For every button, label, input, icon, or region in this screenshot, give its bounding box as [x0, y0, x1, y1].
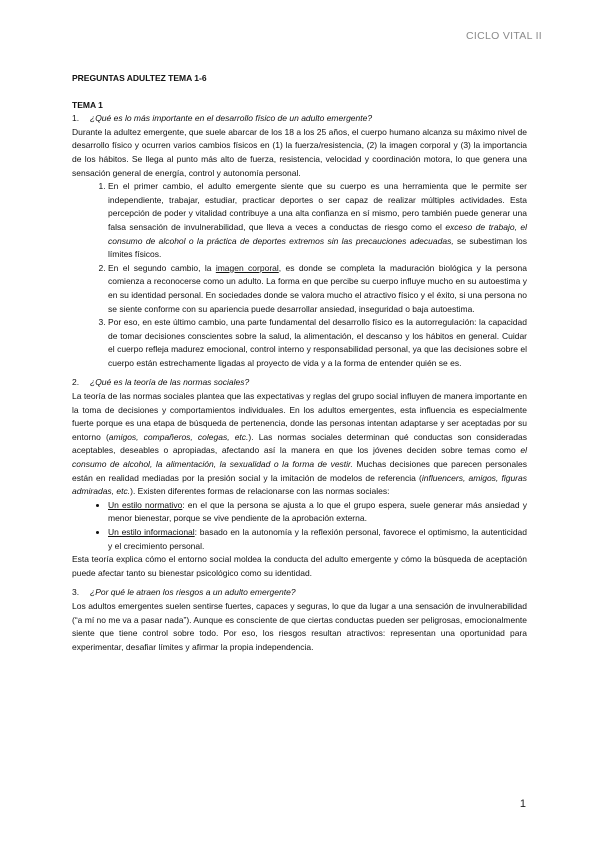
running-header: CICLO VITAL II — [466, 30, 542, 42]
section-heading: TEMA 1 — [72, 99, 103, 110]
document-body — [72, 72, 527, 654]
page-number: 1 — [519, 798, 526, 810]
question-text: ¿Qué es lo más importante en el desarrollo físico de un adulto emergente? — [90, 113, 373, 124]
bullet-list — [72, 499, 527, 553]
question-1 — [72, 112, 527, 126]
list-item: • Un estilo normativo: en el que la persona se ajusta a lo que el grupo espera, suele generar más ansiedad y menor bienestar, porque se vive pendiente de la aprobación externa. — [108, 499, 527, 526]
question-text: ¿Qué es la teoría de las normas sociales? — [90, 377, 250, 388]
paragraph-4: Los adultos emergentes suelen sentirse fuertes, capaces y seguras, lo que da lugar a una sensación de invulnerabilidad (“a mí no me va a pasar nada”). Aunque es consciente de que ciertas conductas pueden ser peligrosas, emocionalmente siente que tiene control sobre todo. Por eso, los riesgos resultan atractivos: representan una oportunidad para experimentar, desafiar límites y afirmar la propia independencia. — [72, 600, 528, 652]
list-item: • Un estilo informacional: basado en la autonomía y la reflexión personal, favorece el optimismo, la autenticidad y el crecimiento personal. — [108, 526, 527, 553]
question-3 — [72, 586, 527, 600]
question-2 — [72, 376, 527, 390]
list-item: 3. Por eso, en este último cambio, una parte fundamental del desarrollo físico es la autorregulación: la capacidad de tomar decisiones conscientes sobre la salud, la alimentación, el descanso y los hábitos en general. Cuidar el cuerpo refleja madurez emocional, control interno y responsabilidad personal, ya que las decisiones sobre el cuerpo están estrechamente ligadas al proyecto de vida y a la forma de entender quién se es. — [108, 316, 527, 370]
question-text: ¿Por qué le atraen los riesgos a un adulto emergente? — [90, 587, 296, 598]
question-number: 1. — [72, 113, 80, 124]
paragraph-2: La teoría de las normas sociales plantea que las expectativas y reglas del grupo social influyen de manera importante en la toma de decisiones y comportamientos individuales. En los adultos emergentes, esta influencia es especialmente fuerte porque es una etapa de búsqueda de pertenencia, donde las personas intentan adaptarse y ser aceptadas por su entorno (amigos, compañeros, colegas, etc.). Las normas sociales determinan qué conductas son consideradas aceptables, deseables o apropiadas, afectando así la manera en que los jóvenes deciden sobre temas como el consumo de alcohol, la alimentación, la sexualidad o la forma de vestir. Muchas decisiones que parecen personales están en realidad mediadas por la presión social y la imitación de modelos de referencia (influencers, amigos, figuras admiradas, etc.). Existen diferentes formas de relacionarse con las normas sociales: — [72, 391, 528, 497]
numbered-list — [72, 180, 527, 370]
question-number: 3. — [72, 587, 80, 598]
list-item: 2. En el segundo cambio, la imagen corporal, es donde se completa la maduración biológica y la persona comienza a reconocerse como un adulto. La forma en que percibe su cuerpo influye mucho en su autoestima y en su identidad personal. En sociedades donde se valora mucho el atractivo físico y el éxito, si una persona no se siente conforme con su apariencia puede desarrollar ansiedad, inseguridad o baja autoestima. — [108, 262, 527, 316]
question-number: 2. — [72, 377, 80, 388]
list-item: 1. En el primer cambio, el adulto emergente siente que su cuerpo es una herramienta que le permite ser independiente, trabajar, estudiar, practicar deportes o ser capaz de realizar múltiples actividades. Esta percepción de poder y vitalidad contribuye a una alta confianza en sí mismo, pero también puede generar una falsa sensación de invulnerabilidad, que lleva a veces a conductas de riesgo como el exceso de trabajo, el consumo de alcohol o la práctica de deportes extremos sin las precauciones adecuadas, se subestiman los límites físicos. — [108, 180, 527, 262]
paragraph-1: Durante la adultez emergente, que suele abarcar de los 18 a los 25 años, el cuerpo humano alcanza su máximo nivel de desarrollo físico y ocurren varios cambios físicos en (1) la fuerza/resistencia, (2) la imagen corporal y (3) la importancia de los hábitos. Se llega al punto más alto de fuerza, resistencia, velocidad y coordinación motora, lo que genera una sensación general de energía, control y autonomía personal. — [72, 126, 527, 178]
document-title: PREGUNTAS ADULTEZ TEMA 1-6 — [72, 73, 207, 83]
paragraph-3: Esta teoría explica cómo el entorno social moldea la conducta del adulto emergente y cómo la búsqueda de aceptación puede afectar tanto su bienestar psicológico como su identidad. — [72, 554, 527, 578]
